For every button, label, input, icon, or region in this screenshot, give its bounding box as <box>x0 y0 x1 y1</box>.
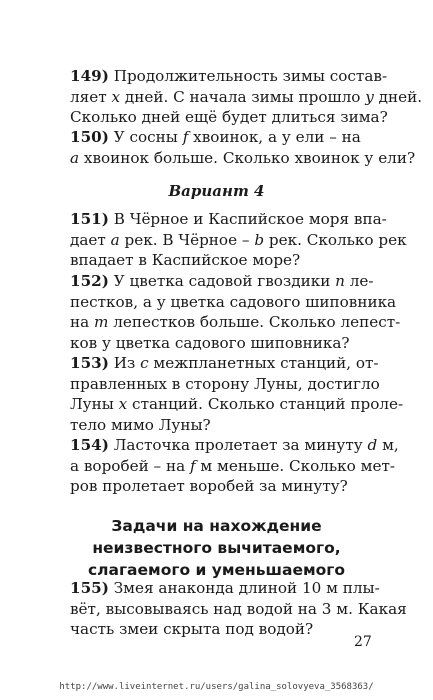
page-number: 27 <box>354 634 372 650</box>
variant-heading: Вариант 4 <box>168 182 265 200</box>
problem-150: 150) У сосны f хвоинок, а у ели – на a хвоинок больше. Сколько хвоинок у ели? <box>70 128 416 167</box>
problem-153: 153) Из c межпланетных станций, от- правленных в сторону Луны, достигло Луны x станций. Сколько станций проле- тело мимо Луны? <box>70 354 404 434</box>
problem-149: 149) Продолжительность зимы состав- ляет x дней. С начала зимы прошло y дней. Сколько дней ещё будет длиться зима? <box>70 67 423 126</box>
problem-155: 155) Змея анаконда длиной 10 м плы- вёт, высовываясь над водой на 3 м. Какая часть змеи скрыта под водой? <box>70 579 407 638</box>
section-title: Задачи на нахождение неизвестного вычитаемого, слагаемого и уменьшаемого <box>87 517 346 579</box>
problem-151: 151) В Чёрное и Каспийское моря впа- дает a рек. В Чёрное – b рек. Сколько рек впадает в Каспийское море? <box>70 210 407 269</box>
watermark-url: http://www.liveinternet.ru/users/galina_solovyeva_3568363/ <box>59 682 374 692</box>
problem-number: 149) <box>70 67 109 85</box>
problem-154: 154) Ласточка пролетает за минуту d м, а воробей – на f м меньше. Сколько мет- ров пролетает воробей за минуту? <box>70 436 399 495</box>
problem-152: 152) У цветка садовой гвоздики n ле- пестков, а у цветка садового шиповника на m лепестков больше. Сколько лепест- ков у цветка садового шиповника? <box>70 272 401 352</box>
